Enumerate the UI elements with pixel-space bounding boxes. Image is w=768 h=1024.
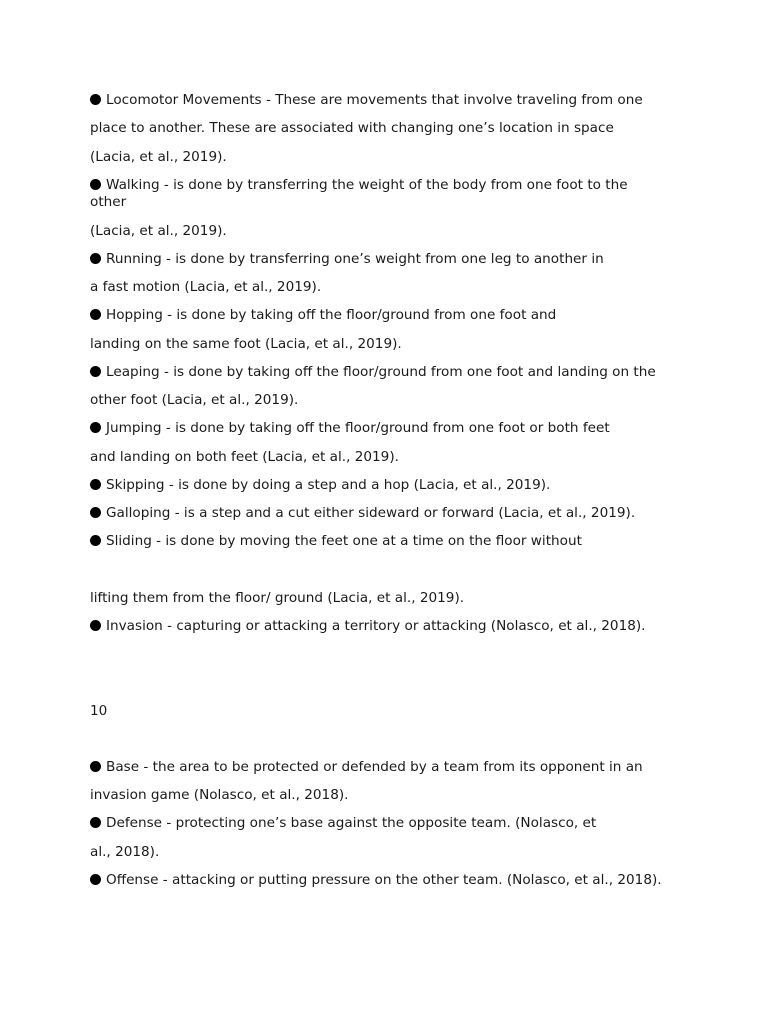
walking-text-1: Walking - is done by transferring the weight of the body from one foot to the xyxy=(106,177,628,193)
page-number: 10 xyxy=(90,703,108,719)
definition-running-line2: a fast motion (Lacia, et al., 2019). xyxy=(90,279,322,295)
bullet-icon xyxy=(90,535,101,546)
skipping-text-1: Skipping - is done by doing a step and a hop (Lacia, et al., 2019). xyxy=(106,477,551,493)
definition-sliding-line1 xyxy=(90,533,582,550)
jumping-text-1: Jumping - is done by taking off the floor/ground from one foot or both feet xyxy=(106,420,610,436)
definition-walking-line3: (Lacia, et al., 2019). xyxy=(90,223,227,239)
galloping-text-1: Galloping - is a step and a cut either sideward or forward (Lacia, et al., 2019). xyxy=(106,505,636,521)
definition-skipping-line1 xyxy=(90,477,550,494)
definition-leaping-line1 xyxy=(90,364,656,381)
defense-text-1: Defense - protecting one’s base against the opposite team. (Nolasco, et xyxy=(106,815,597,831)
definition-locomotor-line2: place to another. These are associated with changing one’s location in space xyxy=(90,120,614,136)
bullet-icon xyxy=(90,761,101,772)
definition-walking-line1 xyxy=(90,177,628,194)
document-page xyxy=(90,0,690,1024)
definition-locomotor-line3: (Lacia, et al., 2019). xyxy=(90,149,227,165)
definition-locomotor-line1 xyxy=(90,92,643,109)
definition-base-line1 xyxy=(90,759,643,776)
base-text-1: Base - the area to be protected or defended by a team from its opponent in an xyxy=(106,759,643,775)
bullet-icon xyxy=(90,309,101,320)
definition-sliding-line2: lifting them from the floor/ ground (Lacia, et al., 2019). xyxy=(90,590,465,606)
bullet-icon xyxy=(90,422,101,433)
definition-jumping-line1 xyxy=(90,420,610,437)
running-text-1: Running - is done by transferring one’s weight from one leg to another in xyxy=(106,251,604,267)
bullet-icon xyxy=(90,179,101,190)
hopping-text-1: Hopping - is done by taking off the floor/ground from one foot and xyxy=(106,307,557,323)
definition-galloping-line1 xyxy=(90,505,635,522)
definition-hopping-line1 xyxy=(90,307,556,324)
bullet-icon xyxy=(90,366,101,377)
definition-offense-line1 xyxy=(90,872,662,889)
offense-text-1: Offense - attacking or putting pressure on the other team. (Nolasco, et al., 2018). xyxy=(106,872,662,888)
definition-running-line1 xyxy=(90,251,604,268)
sliding-text-1: Sliding - is done by moving the feet one at a time on the floor without xyxy=(106,533,582,549)
definition-defense-line1 xyxy=(90,815,596,832)
locomotor-text-1: Locomotor Movements - These are movements that involve traveling from one xyxy=(106,92,643,108)
definition-walking-line2: other xyxy=(90,194,127,210)
definition-jumping-line2: and landing on both feet (Lacia, et al., 2019). xyxy=(90,449,399,465)
bullet-icon xyxy=(90,253,101,264)
definition-invasion-line1 xyxy=(90,618,646,635)
leaping-text-1: Leaping - is done by taking off the floor/ground from one foot and landing on the xyxy=(106,364,656,380)
bullet-icon xyxy=(90,817,101,828)
bullet-icon xyxy=(90,94,101,105)
bullet-icon xyxy=(90,874,101,885)
definition-leaping-line2: other foot (Lacia, et al., 2019). xyxy=(90,392,299,408)
definition-defense-line2: al., 2018). xyxy=(90,844,160,860)
bullet-icon xyxy=(90,479,101,490)
invasion-text-1: Invasion - capturing or attacking a territory or attacking (Nolasco, et al., 2018). xyxy=(106,618,646,634)
bullet-icon xyxy=(90,507,101,518)
definition-hopping-line2: landing on the same foot (Lacia, et al., 2019). xyxy=(90,336,402,352)
bullet-icon xyxy=(90,620,101,631)
definition-base-line2: invasion game (Nolasco, et al., 2018). xyxy=(90,787,349,803)
